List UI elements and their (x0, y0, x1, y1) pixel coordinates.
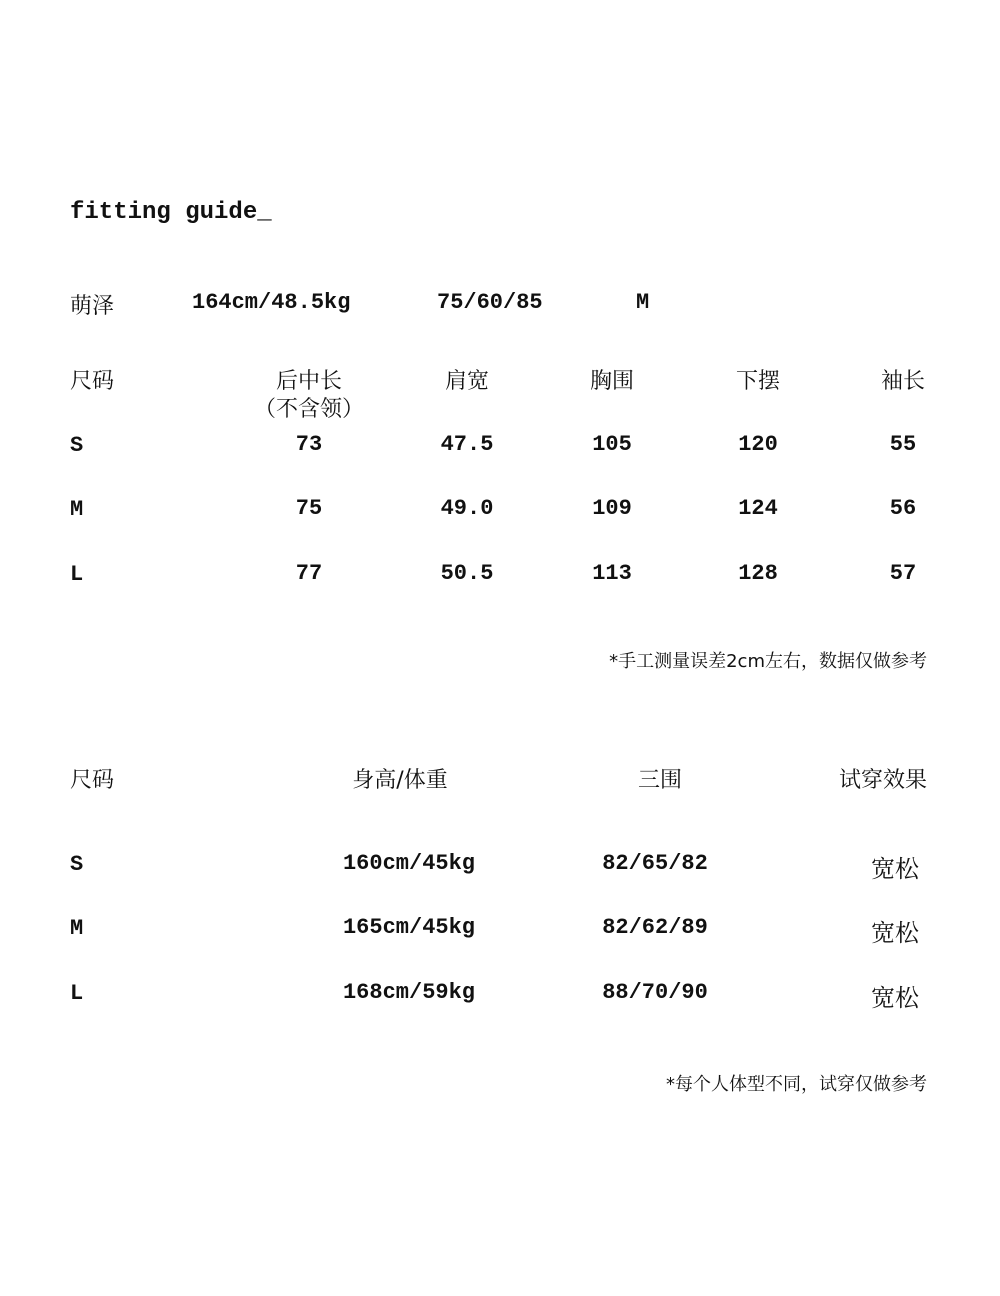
row-effect: 宽松 (871, 919, 919, 947)
row-height-weight: 160cm/45kg (342, 851, 476, 876)
row-shoulder: 47.5 (440, 432, 494, 457)
model-size: M (636, 290, 650, 315)
row-size: S (70, 433, 84, 458)
row-sleeve: 57 (889, 561, 917, 586)
row-hem: 124 (738, 496, 778, 521)
row-measurements: 88/70/90 (602, 980, 708, 1005)
header-height-weight: 身高/体重 (352, 768, 448, 793)
header-hem: 下摆 (735, 369, 781, 394)
header-back-length: 后中长 (275, 369, 343, 394)
row-measurements: 82/65/82 (602, 851, 708, 876)
model-height-weight: 164cm/48.5kg (192, 290, 351, 315)
row-chest: 109 (592, 496, 632, 521)
row-effect: 宽松 (871, 855, 919, 883)
row-measurements: 82/62/89 (602, 915, 708, 940)
row-height-weight: 165cm/45kg (342, 915, 476, 940)
row-height-weight: 168cm/59kg (342, 980, 476, 1005)
row-chest: 113 (592, 561, 632, 586)
header-shoulder: 肩宽 (444, 369, 490, 394)
model-measurements: 75/60/85 (437, 290, 543, 315)
row-shoulder: 49.0 (440, 496, 494, 521)
row-length: 77 (295, 561, 323, 586)
page-title: fitting guide_ (70, 199, 272, 226)
row-shoulder: 50.5 (440, 561, 494, 586)
row-hem: 128 (738, 561, 778, 586)
size-table-note: *手工测量误差2cm左右，数据仅做参考 (609, 651, 927, 672)
header-effect: 试穿效果 (838, 768, 927, 793)
row-sleeve: 55 (889, 432, 917, 457)
header-size: 尺码 (70, 768, 115, 793)
row-hem: 120 (738, 432, 778, 457)
row-effect: 宽松 (871, 984, 919, 1012)
row-length: 75 (295, 496, 323, 521)
header-chest: 胸围 (589, 369, 635, 394)
tryon-table-note: *每个人体型不同，试穿仅做参考 (666, 1074, 927, 1095)
row-size: L (70, 981, 84, 1006)
header-sleeve: 袖长 (880, 369, 926, 394)
row-sleeve: 56 (889, 496, 917, 521)
row-size: M (70, 916, 84, 941)
row-size: S (70, 852, 84, 877)
header-measurements: 三围 (637, 768, 683, 793)
row-length: 73 (295, 432, 323, 457)
row-size: L (70, 562, 84, 587)
header-back-length-note: （不含领） (253, 397, 365, 422)
row-size: M (70, 497, 84, 522)
row-chest: 105 (592, 432, 632, 457)
header-size: 尺码 (70, 369, 115, 394)
model-name: 萌泽 (70, 294, 115, 319)
